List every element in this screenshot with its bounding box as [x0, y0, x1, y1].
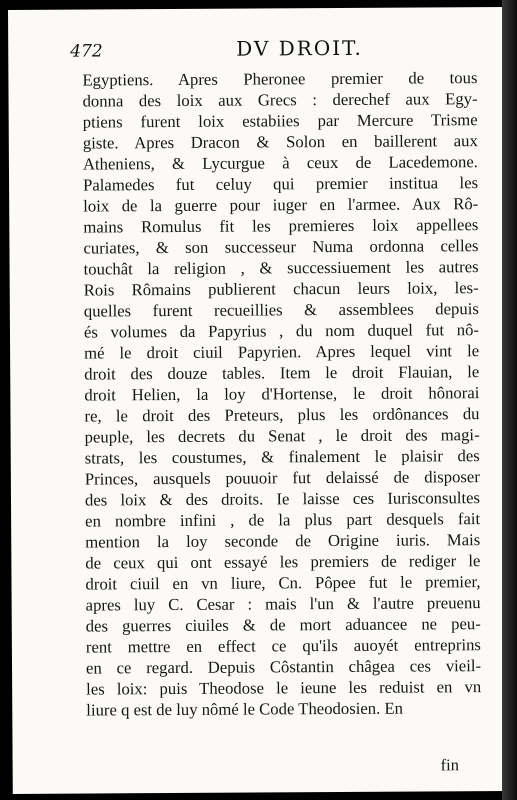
text-line: ptiens furent loix estabiies par Mercure Trisme	[82, 110, 478, 132]
text-line: droit ciuil en vn liure, Cn. Pôpee fut le premier,	[85, 572, 481, 594]
text-line: strats, les coustumes, & finalement le plaisir des	[84, 446, 480, 468]
catchword: fin	[440, 755, 460, 775]
text-line: droit des douze tables. Item le droit Flauian, le	[84, 362, 480, 384]
text-line: les loix: puis Theodose le ieune les reduist en vn	[86, 677, 482, 699]
text-line: giste. Apres Dracon & Solon en baillerent aux	[82, 131, 478, 153]
text-line: Princes, ausquels pouuoir fut delaissé de disposer	[84, 467, 480, 489]
text-line: Atheniens, & Lycurgue à ceux de Lacedemone.	[82, 152, 478, 174]
running-title: DV DROIT.	[236, 35, 363, 61]
book-page	[8, 7, 509, 794]
text-line: apres luy C. Cesar : mais l'un & l'autre preuenu	[85, 593, 481, 615]
text-line: Egyptiens. Apres Pheronee premier de tous	[82, 68, 478, 90]
page-number: 472	[70, 41, 103, 62]
text-line: liure q est de luy nômé le Code Theodosien. En	[86, 698, 404, 720]
text-line: és volumes da Papyrius , du nom duquel fut nô-	[83, 320, 480, 342]
text-line: Rois Rômains publierent chacun leurs loix, les-	[83, 278, 479, 300]
text-line: peuple, les decrets du Senat , le droit des magi-	[84, 425, 480, 447]
text-line: en ce regard. Depuis Côstantin châgea ces vieil-	[85, 656, 482, 678]
text-line: en nombre infini , de la plus part desquels fait	[85, 509, 481, 531]
running-head	[56, 35, 476, 66]
text-line: rent mettre en effect ce qu'ils auoyét entreprins	[85, 635, 481, 657]
text-line: des guerres ciuiles & de mort aduancee ne peu-	[85, 614, 481, 636]
text-line: loix de la guerre pour iuger en l'armee. Aux Rô-	[83, 194, 479, 216]
text-line: droit Helien, la loy d'Hortense, le droit hônorai	[84, 383, 480, 405]
text-line: des loix & des droits. Ie laisse ces Iurisconsultes	[84, 488, 481, 510]
text-line: mention la loy seconde de Origine iuris. Mais	[85, 530, 481, 552]
text-line: touchât la religion , & successiuement les autres	[83, 257, 479, 279]
text-line: mains Romulus fit les premieres loix appellees	[83, 215, 479, 237]
text-line: curiates, & son successeur Numa ordonna celles	[83, 236, 479, 258]
text-line: mé le droit ciuil Papyrien. Apres lequel vint le	[84, 341, 480, 363]
text-line: de ceux qui ont essayé les premiers de rediger le	[85, 551, 481, 573]
body-text	[82, 67, 481, 720]
text-line: Palamedes fut celuy qui premier institua les	[83, 173, 479, 195]
text-line: donna des loix aux Grecs : derechef aux Egy-	[82, 89, 478, 111]
text-line: re, le droit des Preteurs, plus les ordônances du	[84, 404, 480, 426]
page-edge-shadow	[502, 0, 517, 800]
text-line: quelles furent recueillies & assemblees depuis	[83, 299, 479, 321]
